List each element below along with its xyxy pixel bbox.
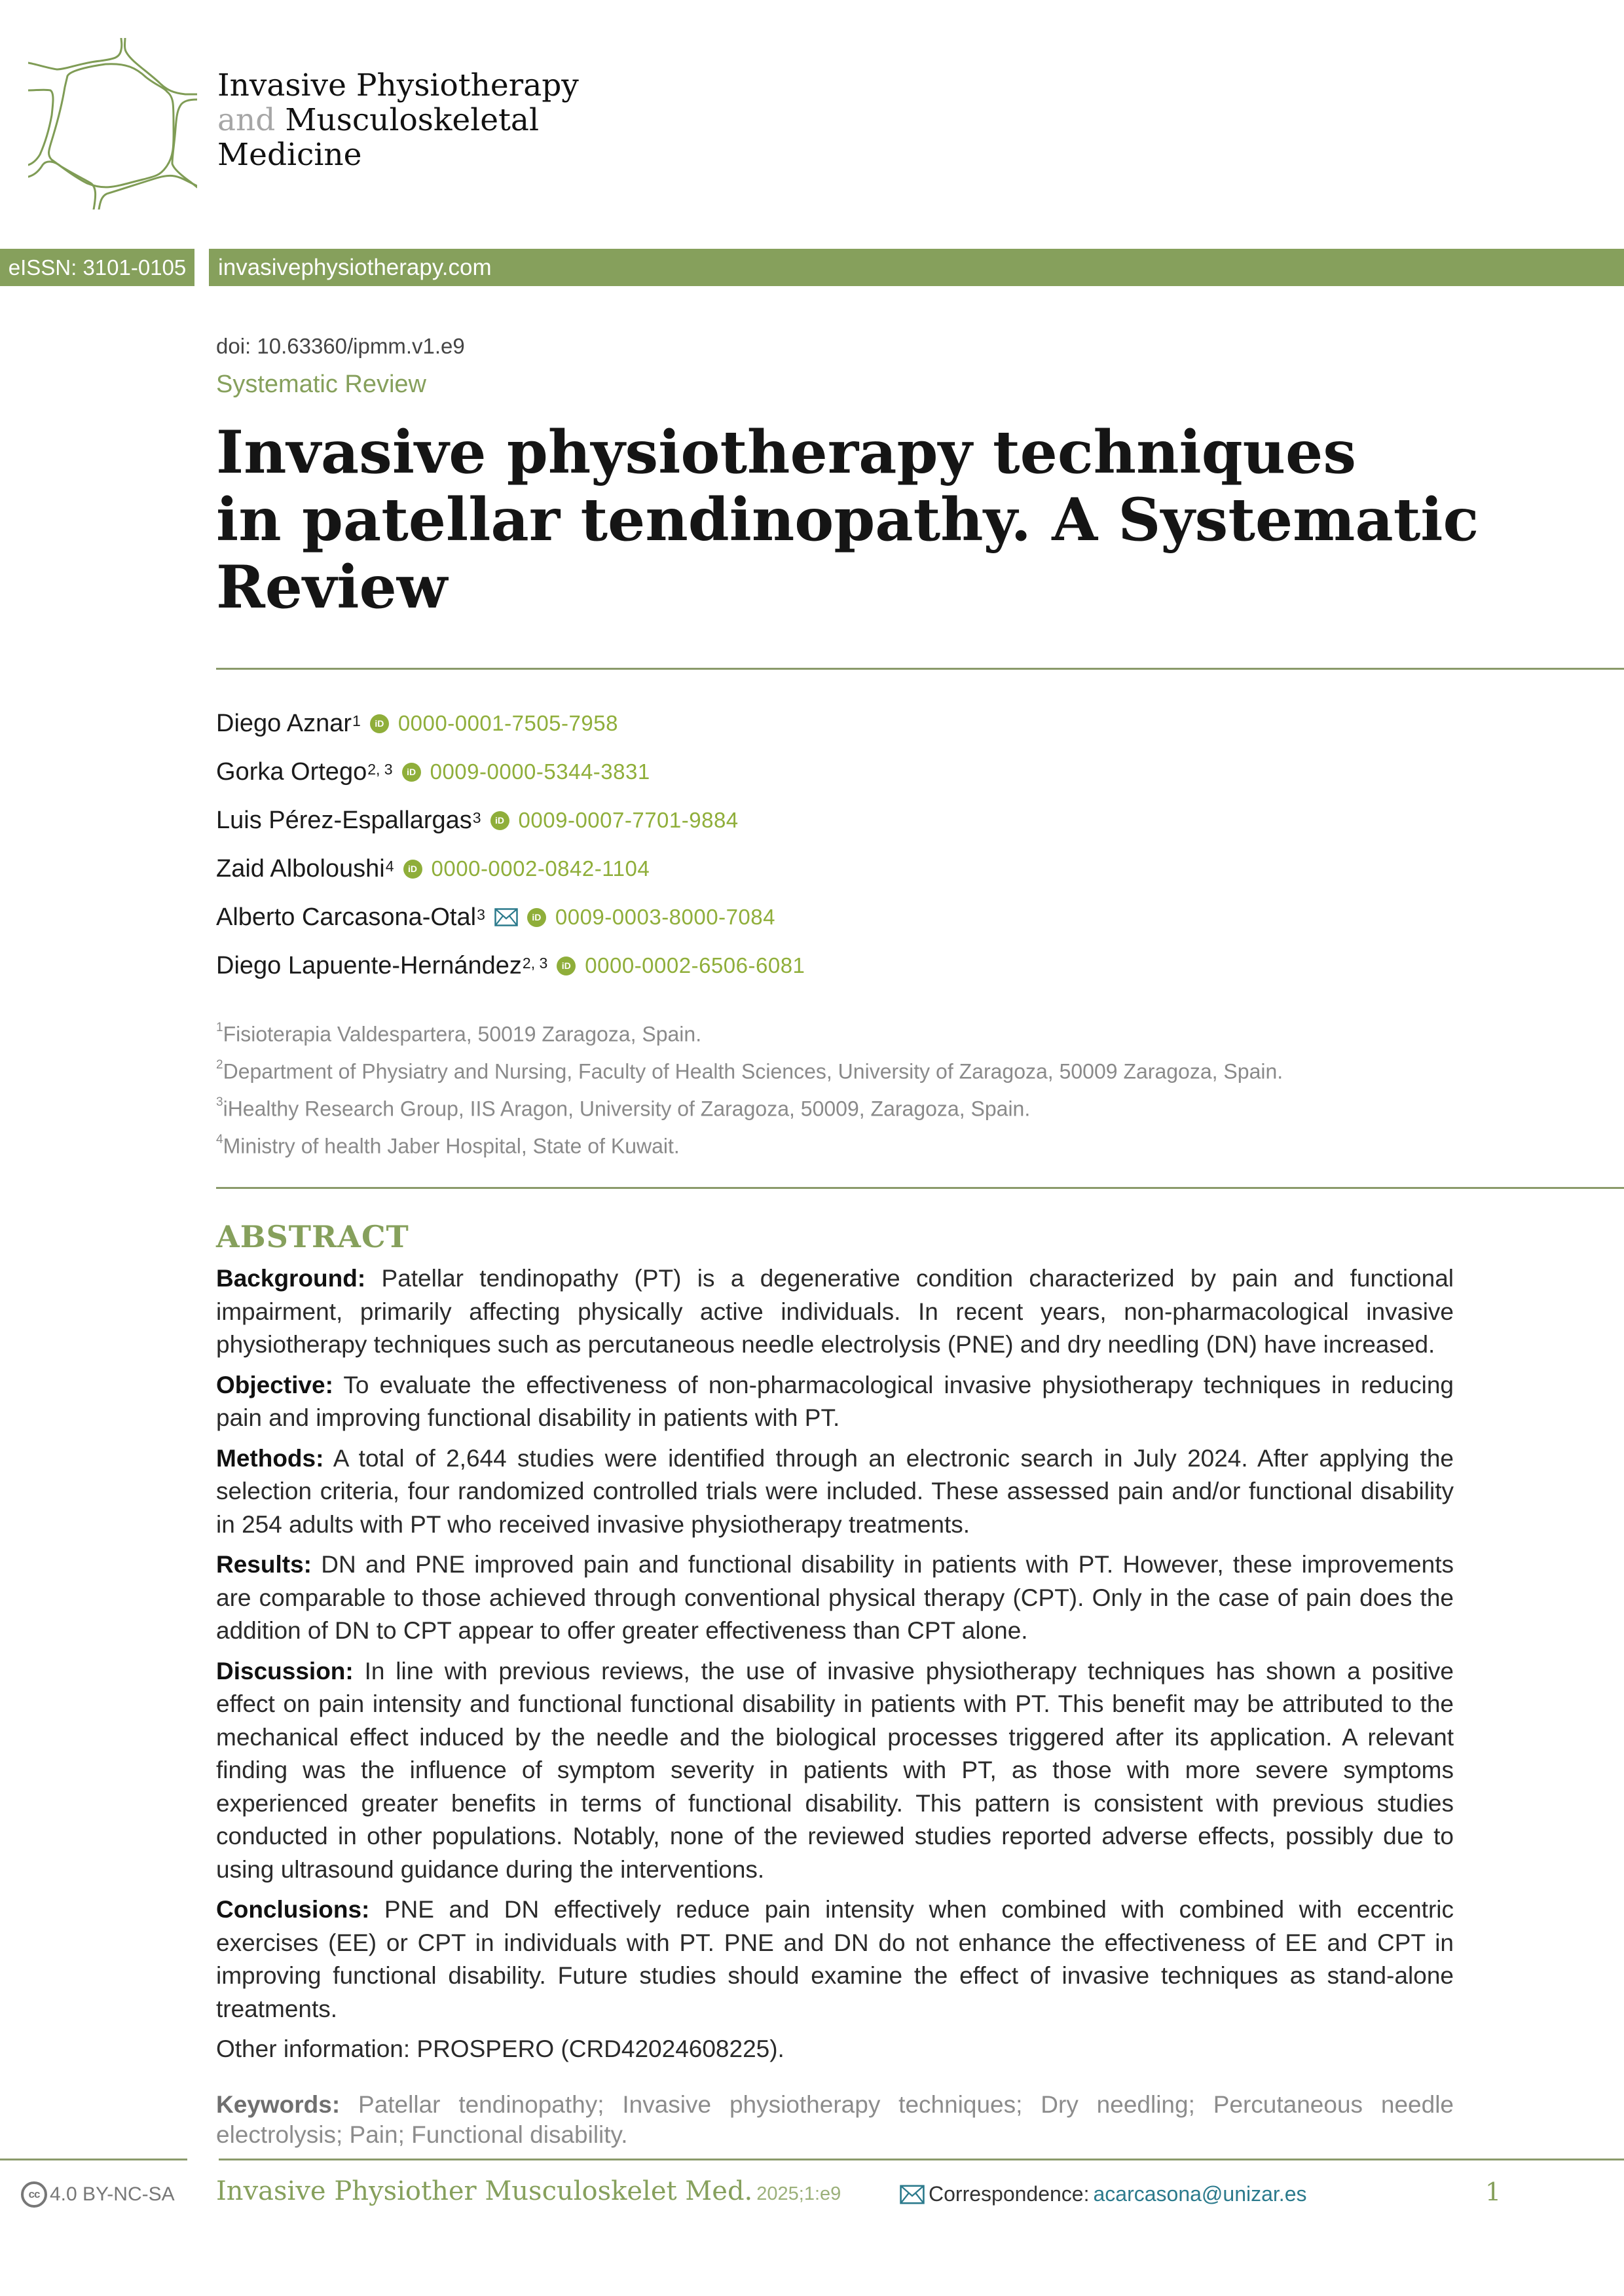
- other-information: Other information: PROSPERO (CRD42024608225).: [216, 2035, 784, 2062]
- author-name: Gorka Ortego: [216, 757, 367, 786]
- affiliation-text: Department of Physiatry and Nursing, Faculty of Health Sciences, University of Zaragoza, 50009 Zaragoza, Spain.: [223, 1059, 1283, 1084]
- orcid-link[interactable]: 0000-0002-0842-1104: [431, 856, 650, 881]
- author-item: [216, 893, 805, 941]
- author-affiliation-ref: 2, 3: [522, 954, 548, 972]
- divider: [216, 668, 1624, 670]
- section-label: Methods:: [216, 1444, 324, 1472]
- author-affiliation-ref: 3: [472, 809, 481, 826]
- section-label: Objective:: [216, 1371, 333, 1398]
- orcid-link[interactable]: 0000-0001-7505-7958: [397, 711, 618, 735]
- author-item: [216, 748, 805, 796]
- author-item: [216, 796, 805, 845]
- section-label: Discussion:: [216, 1657, 354, 1685]
- orcid-link[interactable]: 0009-0007-7701-9884: [518, 808, 739, 832]
- orcid-icon[interactable]: iD: [370, 714, 389, 733]
- envelope-icon: [900, 2185, 925, 2204]
- journal-name-musculoskeletal: Musculoskeletal: [285, 102, 539, 138]
- keywords-label: Keywords:: [216, 2090, 341, 2118]
- affiliation-text: iHealthy Research Group, IIS Aragon, University of Zaragoza, 50009, Zaragoza, Spain.: [223, 1097, 1031, 1121]
- journal-name-and: and: [217, 102, 276, 138]
- divider: [216, 1187, 1624, 1189]
- section-text: A total of 2,644 studies were identified through an electronic search in July 2024. After applying the selection criteria, four randomized controlled trials were included. These assessed pain and/or functional disability in 254 adults with PT who received invasive physiotherapy treatments.: [216, 1444, 1454, 1538]
- orcid-link[interactable]: 0000-0002-6506-6081: [585, 953, 805, 977]
- section-text: To evaluate the effectiveness of non-pharmacological invasive physiotherapy techniques in reducing pain and improving functional disability in patients with PT.: [216, 1371, 1454, 1431]
- section-label: Background:: [216, 1265, 366, 1292]
- license[interactable]: [21, 2181, 175, 2208]
- keywords: [216, 2090, 1454, 2150]
- footer-divider: [0, 2159, 187, 2160]
- orcid-icon[interactable]: iD: [403, 860, 422, 879]
- author-affiliation-ref: 3: [477, 905, 485, 923]
- envelope-icon[interactable]: [494, 908, 518, 926]
- abstract-conclusions: [216, 1893, 1454, 2026]
- section-text: Patellar tendinopathy (PT) is a degenerative condition characterized by pain and functional impairment, primarily affecting physically active individuals. In recent years, non-pharmacological invasive physiotherapy techniques such as percutaneous needle electrolysis (PNE) and dry needling (DN) have increased.: [216, 1265, 1454, 1358]
- correspondence-label: Correspondence:: [929, 2182, 1090, 2206]
- affiliation-number: 2: [216, 1058, 223, 1072]
- author-item: [216, 845, 805, 893]
- journal-name: [217, 68, 579, 172]
- keywords-text: Patellar tendinopathy; Invasive physiotherapy techniques; Dry needling; Percutaneous needle electrolysis; Pain; Functional disability.: [216, 2090, 1454, 2148]
- correspondence: [900, 2182, 1306, 2206]
- doi-link[interactable]: doi: 10.63360/ipmm.v1.e9: [216, 334, 465, 358]
- author-name: Diego Aznar: [216, 709, 352, 737]
- section-text: PNE and DN effectively reduce pain intensity when combined with combined with eccentric exercises (EE) or CPT in individuals with PT. PNE and DN do not enhance the effectiveness of EE and CPT in improving functional disability. Future studies should examine the effect of invasive techniques as stand-alone treatments.: [216, 1896, 1454, 2022]
- website-url[interactable]: invasivephysiotherapy.com: [218, 255, 492, 280]
- correspondence-email-link[interactable]: acarcasona@unizar.es: [1093, 2182, 1307, 2206]
- journal-abbreviation: Invasive Physiother Musculoskelet Med.: [216, 2176, 753, 2206]
- article-type: Systematic Review: [216, 371, 426, 398]
- orcid-link[interactable]: 0009-0003-8000-7084: [555, 905, 775, 929]
- abstract-objective: [216, 1369, 1454, 1435]
- citation-ref: 2025;1:e9: [756, 2183, 841, 2204]
- license-text: 4.0 BY-NC-SA: [50, 2183, 175, 2205]
- footer-divider: [219, 2159, 1624, 2160]
- title-line-3: Review: [216, 553, 448, 622]
- author-affiliation-ref: 2, 3: [367, 760, 393, 778]
- author-list: [216, 699, 805, 990]
- affiliation-item: [216, 1086, 1283, 1123]
- orcid-icon[interactable]: iD: [527, 908, 546, 927]
- journal-logo: [28, 38, 197, 210]
- abstract-background: [216, 1262, 1454, 1362]
- affiliation-number: 4: [216, 1133, 223, 1146]
- author-affiliation-ref: 4: [385, 857, 394, 875]
- section-text: In line with previous reviews, the use of invasive physiotherapy techniques has shown a positive effect on pain intensity and functional functional disability in patients with PT. This benefit may be attributed to the mechanical effect induced by the needle and the biological processes triggered after its application. A relevant finding was the influence of symptom severity in patients with PT, as those with more severe symptoms experienced greater benefits in terms of functional disability. This pattern is consistent with previous studies conducted in other populations. Notably, none of the reviewed studies reported adverse effects, possibly due to using ultrasound guidance during the interventions.: [216, 1657, 1454, 1883]
- affiliation-item: [216, 1123, 1283, 1161]
- author-item: [216, 941, 805, 990]
- article-title: [216, 419, 1526, 621]
- page-number: 1: [1485, 2178, 1502, 2206]
- title-line-2: in patellar tendinopathy. A Systematic: [216, 485, 1479, 555]
- author-name: Diego Lapuente-Hernández: [216, 951, 522, 979]
- author-name: Alberto Carcasona-Otal: [216, 903, 477, 931]
- author-item: [216, 699, 805, 748]
- eissn-label: eISSN: 3101-0105: [0, 249, 194, 286]
- affiliation-list: [216, 1011, 1283, 1161]
- creative-commons-icon: cc: [21, 2181, 47, 2208]
- abstract-body: [216, 1262, 1454, 2157]
- orcid-icon[interactable]: iD: [490, 811, 509, 830]
- section-label: Results:: [216, 1551, 312, 1578]
- author-affiliation-ref: 1: [352, 712, 361, 729]
- section-text: DN and PNE improved pain and functional disability in patients with PT. However, these improvements are comparable to those achieved through conventional physical therapy (CPT). Only in the case of pain does the addition of DN to CPT appear to offer greater effectiveness than CPT alone.: [216, 1551, 1454, 1644]
- abstract-discussion: [216, 1655, 1454, 1887]
- title-line-1: Invasive physiotherapy techniques: [216, 418, 1356, 487]
- journal-name-line-1: Invasive Physiotherapy: [217, 67, 579, 103]
- abstract-results: [216, 1548, 1454, 1648]
- footer-citation: [216, 2176, 841, 2206]
- orcid-icon[interactable]: iD: [402, 763, 421, 782]
- journal-name-line-2: [217, 103, 579, 137]
- affiliation-number: 1: [216, 1021, 223, 1034]
- orcid-icon[interactable]: iD: [557, 957, 576, 975]
- abstract-heading: ABSTRACT: [216, 1219, 409, 1254]
- affiliation-item: [216, 1049, 1283, 1086]
- journal-name-line-3: Medicine: [217, 137, 362, 173]
- affiliation-text: Ministry of health Jaber Hospital, State of Kuwait.: [223, 1134, 680, 1158]
- affiliation-text: Fisioterapia Valdespartera, 50019 Zaragoza, Spain.: [223, 1022, 702, 1046]
- orcid-link[interactable]: 0009-0000-5344-3831: [430, 759, 650, 784]
- website-link[interactable]: [209, 249, 1624, 286]
- author-name: Luis Pérez-Espallargas: [216, 806, 472, 834]
- affiliation-number: 3: [216, 1095, 223, 1109]
- section-label: Conclusions:: [216, 1896, 370, 1923]
- author-name: Zaid Alboloushi: [216, 854, 385, 883]
- abstract-methods: [216, 1442, 1454, 1542]
- affiliation-item: [216, 1011, 1283, 1049]
- cell-logo-icon: [28, 38, 197, 210]
